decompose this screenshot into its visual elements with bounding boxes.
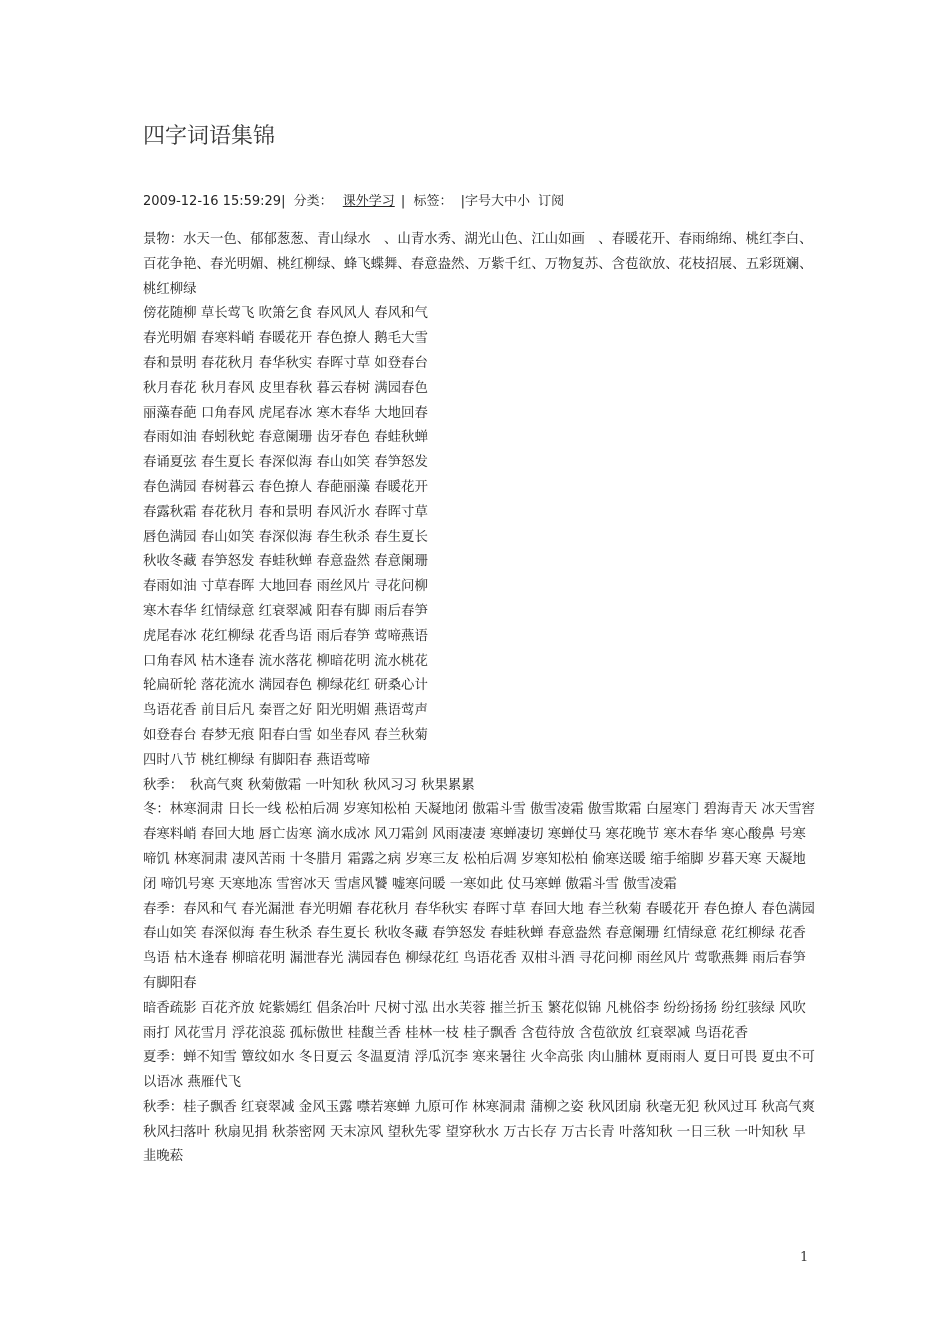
post-meta bbox=[143, 193, 568, 211]
idiom-line: 轮扁斫轮 落花流水 满园春色 柳绿花红 研桑心计 bbox=[143, 678, 428, 694]
page-number: 1 bbox=[800, 1250, 809, 1265]
paragraph-flowers: 暗香疏影 百花齐放 姹紫嫣红 倡条冶叶 尺树寸泓 出水芙蓉 摧兰折玉 繁花似锦 凡桃俗李 纷纷扬扬 纷红骇绿 风吹雨打 风花雪月 浮花浪蕊 孤标傲世 桂馥兰香 桂林一枝 桂子飘香 含苞待放 含苞欲放 红衰翠减 鸟语花香 bbox=[143, 1000, 806, 1041]
idiom-line: 寒木春华 红情绿意 红衰翠减 阳春有脚 雨后春笋 bbox=[143, 603, 428, 619]
article-body bbox=[143, 228, 818, 1170]
idiom-line: 春雨如油 寸草春晖 大地回春 雨丝风片 寻花问柳 bbox=[143, 579, 428, 595]
idiom-line: 丽藻春葩 口角春风 虎尾春冰 寒木春华 大地回春 bbox=[143, 405, 428, 421]
tags-label: 标签： bbox=[413, 194, 453, 209]
paragraph-scenery: 景物：水天一色、郁郁葱葱、青山绿水 、山青水秀、湖光山色、江山如画 、春暖花开、春雨绵绵、桃红李白、百花争艳、春光明媚、桃红柳绿、蜂飞蝶舞、春意盎然、万紫千红、万物复苏、含苞欲放、花枝招展、五彩斑斓、桃红柳绿 bbox=[143, 232, 813, 297]
idiom-line: 春和景明 春花秋月 春华秋实 春晖寸草 如登春台 bbox=[143, 355, 428, 371]
idiom-line: 虎尾春冰 花红柳绿 花香鸟语 雨后春笋 莺啼燕语 bbox=[143, 628, 428, 644]
category-link[interactable]: 课外学习 bbox=[342, 194, 395, 209]
paragraph-winter: 冬：林寒洞肃 日长一线 松柏后凋 岁寒知松柏 天凝地闭 傲霜斗雪 傲雪凌霜 傲雪欺霜 白屋寒门 碧海青天 冰天雪窖 春寒料峭 春回大地 唇亡齿寒 滴水成冰 风刀霜剑 风雨凄凄 寒蝉凄切 寒蝉仗马 寒花晚节 寒木春华 寒心酸鼻 号寒啼饥 林寒洞肃 凄风苦雨 十冬腊月 霜露之病 岁寒三友 松柏后凋 岁寒知松柏 偷寒送暖 缩手缩脚 岁暮天寒 天凝地闭 啼饥号寒 天寒地冻 雪窖冰天 雪虐风饕 嘘寒问暖 一寒如此 仗马寒蝉 傲霜斗雪 傲雪凌霜 bbox=[143, 802, 815, 892]
meta-separator: | bbox=[400, 194, 406, 209]
category-label: 分类： bbox=[293, 194, 333, 209]
idiom-line: 唇色满园 春山如笑 春深似海 春生秋杀 春生夏长 bbox=[143, 529, 428, 545]
idiom-line: 傍花随柳 草长莺飞 吹箫乞食 春风风人 春风和气 bbox=[143, 306, 428, 322]
idiom-line: 春诵夏弦 春生夏长 春深似海 春山如笑 春笋怒发 bbox=[143, 455, 428, 471]
paragraph-spring: 春季：春风和气 春光漏泄 春光明媚 春花秋月 春华秋实 春晖寸草 春回大地 春兰秋菊 春暖花开 春色撩人 春色满园 春山如笑 春深似海 春生秋杀 春生夏长 秋收冬藏 春笋怒发 春蛙秋蝉 春意盎然 春意阑珊 红情绿意 花红柳绿 花香鸟语 枯木逢春 柳暗花明 漏泄春光 满园春色 柳绿花红 鸟语花香 双柑斗酒 寻花问柳 雨丝风片 莺歌燕舞 雨后春笋 有脚阳春 bbox=[143, 901, 815, 991]
post-datetime: 2009-12-16 15:59:29| bbox=[143, 194, 286, 209]
idiom-line: 春露秋霜 春花秋月 春和景明 春风沂水 春晖寸草 bbox=[143, 504, 428, 520]
paragraph-autumn-short: 秋季： 秋高气爽 秋菊傲霜 一叶知秋 秋风习习 秋果累累 bbox=[143, 777, 475, 793]
page-title: 四字词语集锦 bbox=[143, 124, 276, 149]
idiom-line: 春雨如油 春蚓秋蛇 春意阑珊 齿牙春色 春蛙秋蝉 bbox=[143, 430, 428, 446]
idiom-line: 秋月春花 秋月春风 皮里春秋 暮云春树 满园春色 bbox=[143, 380, 428, 396]
paragraph-autumn: 秋季：桂子飘香 红衰翠减 金风玉露 噤若寒蝉 九原可作 林寒洞肃 蒲柳之姿 秋风团扇 秋毫无犯 秋风过耳 秋高气爽 秋风扫落叶 秋扇见捐 秋荼密网 天末凉风 望秋先零 望穿秋水 万古长存 万古长青 叶落知秋 一日三秋 一叶知秋 早韭晚菘 bbox=[143, 1099, 815, 1165]
idiom-line: 春光明媚 春寒料峭 春暖花开 春色撩人 鹅毛大雪 bbox=[143, 331, 428, 347]
idiom-line: 如登春台 春梦无痕 阳春白雪 如坐春风 春兰秋菊 bbox=[143, 727, 428, 743]
idiom-line: 鸟语花香 前目后凡 秦晋之好 阳光明媚 燕语莺声 bbox=[143, 703, 428, 719]
font-size-control[interactable]: |字号大中小 bbox=[460, 194, 530, 209]
subscribe-link[interactable]: 订阅 bbox=[538, 194, 565, 209]
idiom-line: 春色满园 春树暮云 春色撩人 春葩丽藻 春暖花开 bbox=[143, 479, 428, 495]
paragraph-summer: 夏季：蝉不知雪 簟纹如水 冬日夏云 冬温夏清 浮瓜沉李 寒来暑往 火伞高张 肉山脯林 夏雨雨人 夏日可畏 夏虫不可以语冰 燕雁代飞 bbox=[143, 1050, 815, 1091]
idiom-line: 口角春风 枯木逢春 流水落花 柳暗花明 流水桃花 bbox=[143, 653, 428, 669]
idiom-line: 四时八节 桃红柳绿 有脚阳春 燕语莺啼 bbox=[143, 752, 371, 768]
idiom-line: 秋收冬藏 春笋怒发 春蛙秋蝉 春意盎然 春意阑珊 bbox=[143, 554, 428, 570]
